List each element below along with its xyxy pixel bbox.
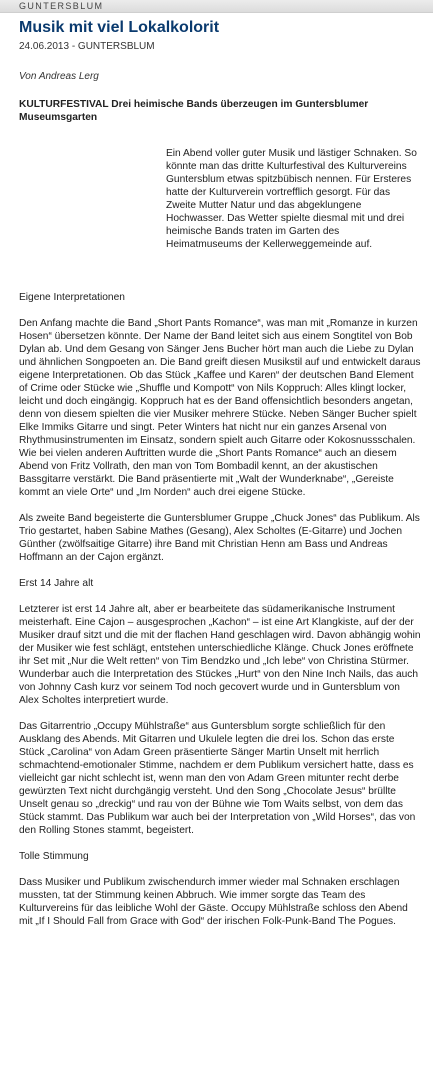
section-bar <box>0 0 433 13</box>
subheading-erst-14-jahre: Erst 14 Jahre alt <box>19 578 94 589</box>
dateline: 24.06.2013 - GUNTERSBLUM <box>19 41 155 52</box>
intro-paragraph: Ein Abend voller guter Musik und lästiger Schnaken. So könnte man das dritte Kulturfestival des Kulturvereins Guntersblum etwas spitzbübisch nennen. Für Ersteres hatte der Kulturverein vortrefflich gesorgt. Für das Zweite Mutter Natur und das abgeklungene Hochwasser. Das Wetter spielte diesmal mit und drei heimische Bands traten im Garten des Heimatmuseums der Kellerweggemeinde auf. <box>166 148 417 250</box>
author-byline: Von Andreas Lerg <box>19 71 99 82</box>
paragraph-5: Dass Musiker und Publikum zwischendurch immer wieder mal Schnaken erschlagen mussten, tat der Stimmung keinen Abbruch. Wie immer sorgte das Team des Kulturvereins für das leibliche Wohl der Gäste. Occupy Mühlstraße schloss den Abend mit „If I Should Fall from Grace with God“ der irischen Folk-Punk-Band The Pogues. <box>19 877 408 927</box>
paragraph-3: Letzterer ist erst 14 Jahre alt, aber er bearbeitete das südamerikanische Instrument meisterhaft. Eine Cajon – ausgesprochen „Kachon“ – ist eine Art Klangkiste, auf der der Musiker drauf sitzt und die mit der flachen Hand geschlagen wird. Davon abhängig wohin der Musiker wie fest schlägt, entstehen unterschiedliche Klänge. Chuck Jones eröffnete ihr Set mit „Nur die Welt retten“ von Tim Bendzko und „Ich lebe“ von Christina Stürmer. Wunderbar auch die Interpretation des Stückes „Hurt“ von den Nine Inch Nails, das auch von Johnny Cash kurz vor seinem Tod noch gecovert wurde und in Guntersblum von Alex Scholtes interpretiert wurde. <box>19 604 421 706</box>
paragraph-1: Den Anfang machte die Band „Short Pants Romance“, was man mit „Romanze in kurzen Hosen“ übersetzen könnte. Der Name der Band leitet sich aus einem Songtitel von Bob Dylan ab. Und dem Gesang von Sänger Jens Bucher hört man auch die Liebe zu Dylan und ähnlichen Songpoeten an. Die Band greift diesen Musikstil auf und entwickelt daraus eigene Interpretationen. Ob das Stück „Kaffee und Karen“ der deutschen Band Element of Crime oder Stücke wie „Shuffle und Kompott“ von Nils Koppruch: Alles klingt locker, leicht und doch eingängig. Koppruch hat es der Band offensichtlich besonders angetan, denn von diesem spielten die vier Musiker mehrere Stücke. Neben Sänger Bucher spielt Elke Immiks Gitarre und singt. Peter Winters hat nicht nur ein ganzes Arsenal von Rhythmusinstrumenten im Einsatz, sondern spielt auch Gitarre oder Kokosnussschalen. Wie bei vielen anderen Auftritten wurde die „Short Pants Romance“ auch an diesem Abend von Fritz Vollrath, den man von Tom Bombadil kennt, an der akustischen Bassgitarre verstärkt. Die Band präsentierte mit „Walt der Wunderknabe“, „Gereiste kommt an viele Orte“ und „Im Norden“ auch drei eigene Stücke. <box>19 318 421 498</box>
article-title: Musik mit viel Lokalkolorit <box>19 19 220 36</box>
lead-text: KULTURFESTIVAL Drei heimische Bands überzeugen im Guntersblumer Museumsgarten <box>19 99 369 123</box>
article-body <box>19 291 421 941</box>
section-kicker: GUNTERSBLUM <box>19 1 104 11</box>
subheading-eigene-interpretationen: Eigene Interpretationen <box>19 292 125 303</box>
subheading-tolle-stimmung: Tolle Stimmung <box>19 851 89 862</box>
paragraph-2: Als zweite Band begeisterte die Guntersblumer Gruppe „Chuck Jones“ das Publikum. Als Trio gestartet, haben Sabine Mathes (Gesang), Alex Scholtes (E-Gitarre) und Jochen Günther (zwölfsaitige Gitarre) ihre Band mit Christian Henn am Bass und Andreas Hoffmann an der Cajon ergänzt. <box>19 513 420 563</box>
paragraph-4: Das Gitarrentrio „Occupy Mühlstraße“ aus Guntersblum sorgte schließlich für den Ausklang des Abends. Mit Gitarren und Ukulele legten die drei los. Schon das erste Stück „Carolina“ von Adam Green präsentierte Sänger Martin Unselt mit herrlich schmachtend-emotionaler Stimme, nachdem er dem Publikum versichert hatte, dass es vielleicht gar nicht schlecht ist, wenn man den von Adam Green mitunter recht derbe gewürzten Text nicht durchgängig versteht. Und den Song „Chocolate Jesus“ brüllte Unselt genau so „dreckig“ und rau von der Bühne wie Tom Waits selbst, von dem das Stück stammt. Das Publikum war auch bei der Interpretation von „Wild Horses“, das von den Rolling Stones stammt, begeistert. <box>19 721 416 836</box>
